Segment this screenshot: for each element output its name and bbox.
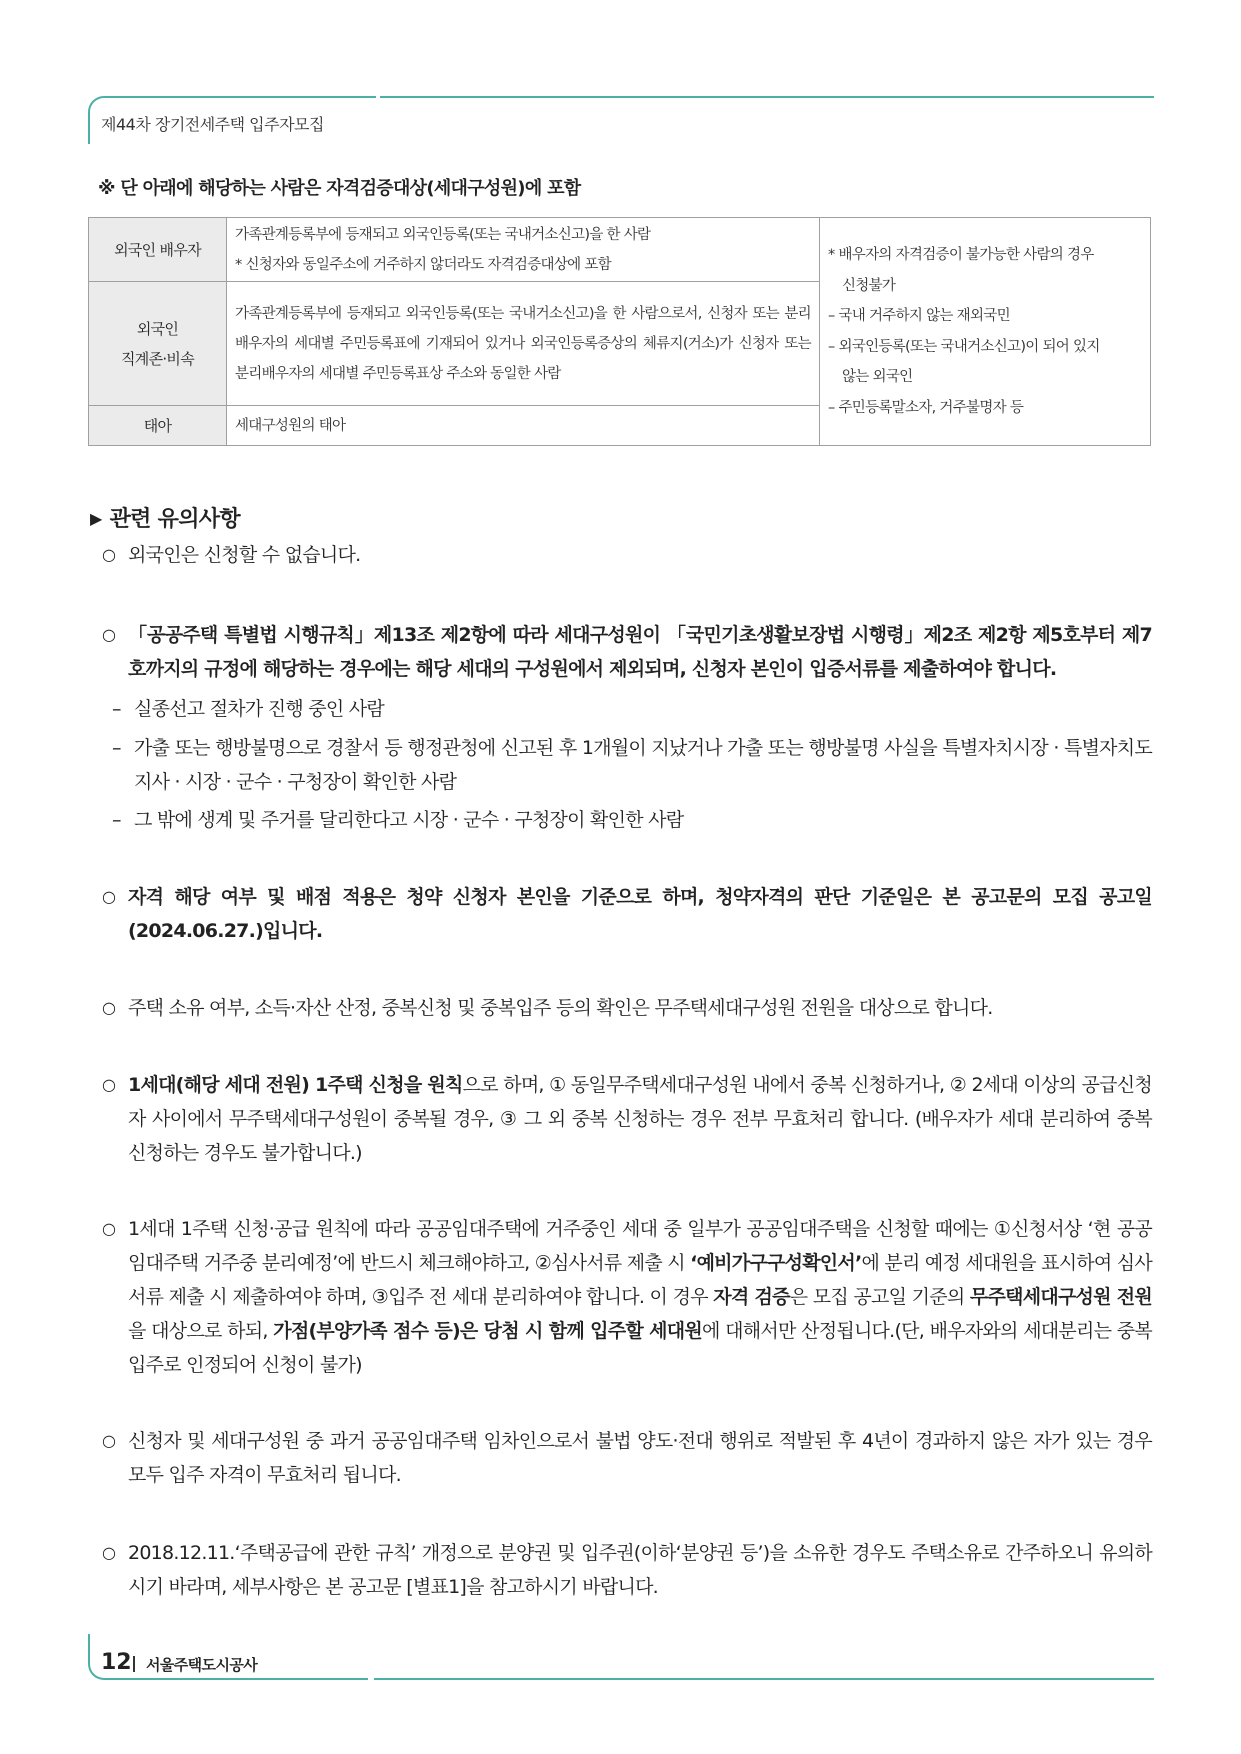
list-item xyxy=(102,991,1152,1025)
page-number: 12 xyxy=(101,1650,132,1675)
section-title xyxy=(90,502,240,533)
sub-item-text: 가출 또는 행방불명으로 경찰서 등 행정관청에 신고된 후 1개월이 지났거나 가출 또는 행방불명 사실을 특별자치시장 · 특별자치도지사 · 시장 · 군수 · 구청장이 확인한 사람 xyxy=(134,737,1152,793)
note-heading: ※ 단 아래에 해당하는 사람은 자격검증대상(세대구성원)에 포함 xyxy=(98,178,581,199)
organization-name: 서울주택도시공사 xyxy=(146,1656,258,1674)
list-item xyxy=(102,1212,1152,1382)
dash-marker: – xyxy=(112,809,121,831)
item-text-part: 은 모집 공고일 기준의 xyxy=(789,1286,970,1308)
row-description xyxy=(227,218,820,282)
list-item xyxy=(102,1536,1152,1604)
list-item xyxy=(102,618,1152,686)
circle-bullet-icon: ○ xyxy=(102,887,116,906)
circle-bullet-icon: ○ xyxy=(102,1219,116,1238)
sub-item xyxy=(112,692,1152,726)
item-text-part: 을 대상으로 하되, xyxy=(128,1320,274,1342)
list-item xyxy=(102,880,1152,948)
dash-marker: – xyxy=(112,737,121,759)
item-text-part: 에 대해서만 산정됩니다.(단, 배우자와의 세대분리는 중복입주로 인정되어 신청이 불가) xyxy=(128,1320,1153,1376)
item-text-bold: 가점(부양가족 점수 등)은 당첨 시 함께 입주할 세대원 xyxy=(273,1320,702,1342)
item-text: 주택 소유 여부, 소득·자산 산정, 중복신청 및 중복입주 등의 확인은 무주택세대구성원 전원을 대상으로 합니다. xyxy=(128,997,993,1019)
item-text-bold: ‘예비가구구성확인서’ xyxy=(690,1252,862,1274)
list-item xyxy=(102,1068,1152,1170)
sub-item xyxy=(112,803,1152,837)
item-text-bold: 1세대(해당 세대 전원) 1주택 신청을 원칙 xyxy=(128,1074,463,1096)
circle-bullet-icon: ○ xyxy=(102,545,116,564)
item-text xyxy=(102,1212,1152,1382)
item-text-part: 1세대 1주택 신청·공급 원칙에 따라 공공임대주택에 거주중인 세대 중 일부가 공공임대주택을 신청할 때에는 ①신청서상 ‘현 공공임대주택 거주중 분리예정’에 반드시 체크해야하고, ②심사서류 제출 시 xyxy=(128,1218,1152,1274)
side-note: – 외국인등록(또는 국내거소신고)이 되어 있지 xyxy=(828,338,1100,355)
dash-marker: – xyxy=(112,698,121,720)
side-note: – 국내 거주하지 않는 재외국민 xyxy=(828,308,1010,324)
row-label: 외국인 직계존·비속 xyxy=(89,282,227,406)
item-text: 2018.12.11.‘주택공급에 관한 규칙’ 개정으로 분양권 및 입주권(이하‘분양권 등’)을 소유한 경우도 주택소유로 간주하오니 유의하시기 바라며, 세부사항은 본 공고문 [별표1]을 참고하시기 바랍니다. xyxy=(128,1542,1152,1598)
side-note: * 배우자의 자격검증이 불가능한 사람의 경우 xyxy=(828,247,1094,263)
item-text xyxy=(102,1068,1152,1170)
row-label: 외국인 배우자 xyxy=(89,218,227,282)
eligibility-table xyxy=(88,217,1151,446)
circle-bullet-icon: ○ xyxy=(102,998,116,1017)
item-text-rest: 으로 하며, ① 동일무주택세대구성원 내에서 중복 신청하거나, ② 2세대 이상의 공급신청자 사이에서 무주택세대구성원이 중복될 경우, ③ 그 외 중복 신청하는 경우 전부 무효처리 합니다. (배우자가 세대 분리하여 중복 신청하는 경우도 불가합니다.) xyxy=(128,1074,1152,1164)
document-title: 제44차 장기전세주택 입주자모집 xyxy=(101,115,324,134)
row-description: 가족관계등록부에 등재되고 외국인등록(또는 국내거소신고)을 한 사람으로서, 신청자 또는 분리배우자의 세대별 주민등록표에 기재되어 있거나 외국인등록증상의 체류지(거소)가 신청자 또는 분리배우자의 세대별 주민등록표상 주소와 동일한 사람 xyxy=(227,282,820,406)
row-description: 세대구성원의 태아 xyxy=(227,406,820,446)
sub-item xyxy=(112,731,1152,799)
sub-item-text: 실종선고 절차가 진행 중인 사람 xyxy=(134,698,385,720)
circle-bullet-icon: ○ xyxy=(102,1431,116,1450)
sub-item-text: 그 밖에 생계 및 주거를 달리한다고 시장 · 군수 · 구청장이 확인한 사람 xyxy=(134,809,684,831)
item-text: 외국인은 신청할 수 없습니다. xyxy=(128,544,361,566)
side-note: 않는 외국인 xyxy=(842,369,913,385)
list-item xyxy=(102,538,1152,572)
circle-bullet-icon: ○ xyxy=(102,1075,116,1094)
item-text: 신청자 및 세대구성원 중 과거 공공임대주택 임차인으로서 불법 양도·전대 행위로 적발된 후 4년이 경과하지 않은 자가 있는 경우 모두 입주 자격이 무효처리 됩니다. xyxy=(128,1430,1152,1486)
row-description-line: 가족관계등록부에 등재되고 외국인등록(또는 국내거소신고)을 한 사람 xyxy=(235,226,651,243)
item-text-bold: 무주택세대구성원 전원 xyxy=(969,1286,1152,1308)
footer-divider xyxy=(133,1656,135,1672)
section-title-text: 관련 유의사항 xyxy=(109,507,240,532)
circle-bullet-icon: ○ xyxy=(102,1543,116,1562)
footer-line xyxy=(374,1678,1154,1680)
table-row xyxy=(89,218,1151,282)
triangle-arrow-icon: ▶ xyxy=(90,509,102,528)
side-note: 신청불가 xyxy=(842,277,896,294)
item-text-part: 에 분리 예정 세대원을 표시하여 심사서류 제출 시 제출하여야 하며, ③입주 전 세대 분리하여야 합니다. 이 경우 xyxy=(128,1252,1152,1308)
row-label: 태아 xyxy=(89,406,227,446)
list-item xyxy=(102,1424,1152,1492)
side-note: – 주민등록말소자, 거주불명자 등 xyxy=(828,399,1024,416)
item-text-bold: 자격 검증 xyxy=(713,1286,790,1308)
row-description-note: * 신청자와 동일주소에 거주하지 않더라도 자격검증대상에 포함 xyxy=(235,256,611,273)
exception-notes xyxy=(820,218,1151,446)
header-line xyxy=(380,96,1154,98)
item-text: 자격 해당 여부 및 배점 적용은 청약 신청자 본인을 기준으로 하며, 청약자격의 판단 기준일은 본 공고문의 모집 공고일(2024.06.27.)입니다. xyxy=(128,886,1152,942)
circle-bullet-icon: ○ xyxy=(102,625,116,644)
item-text: 「공공주택 특별법 시행규칙」제13조 제2항에 따라 세대구성원이 「국민기초생활보장법 시행령」제2조 제2항 제5호부터 제7호까지의 규정에 해당하는 경우에는 해당 세대의 구성원에서 제외되며, 신청자 본인이 입증서류를 제출하여야 합니다. xyxy=(128,624,1152,680)
